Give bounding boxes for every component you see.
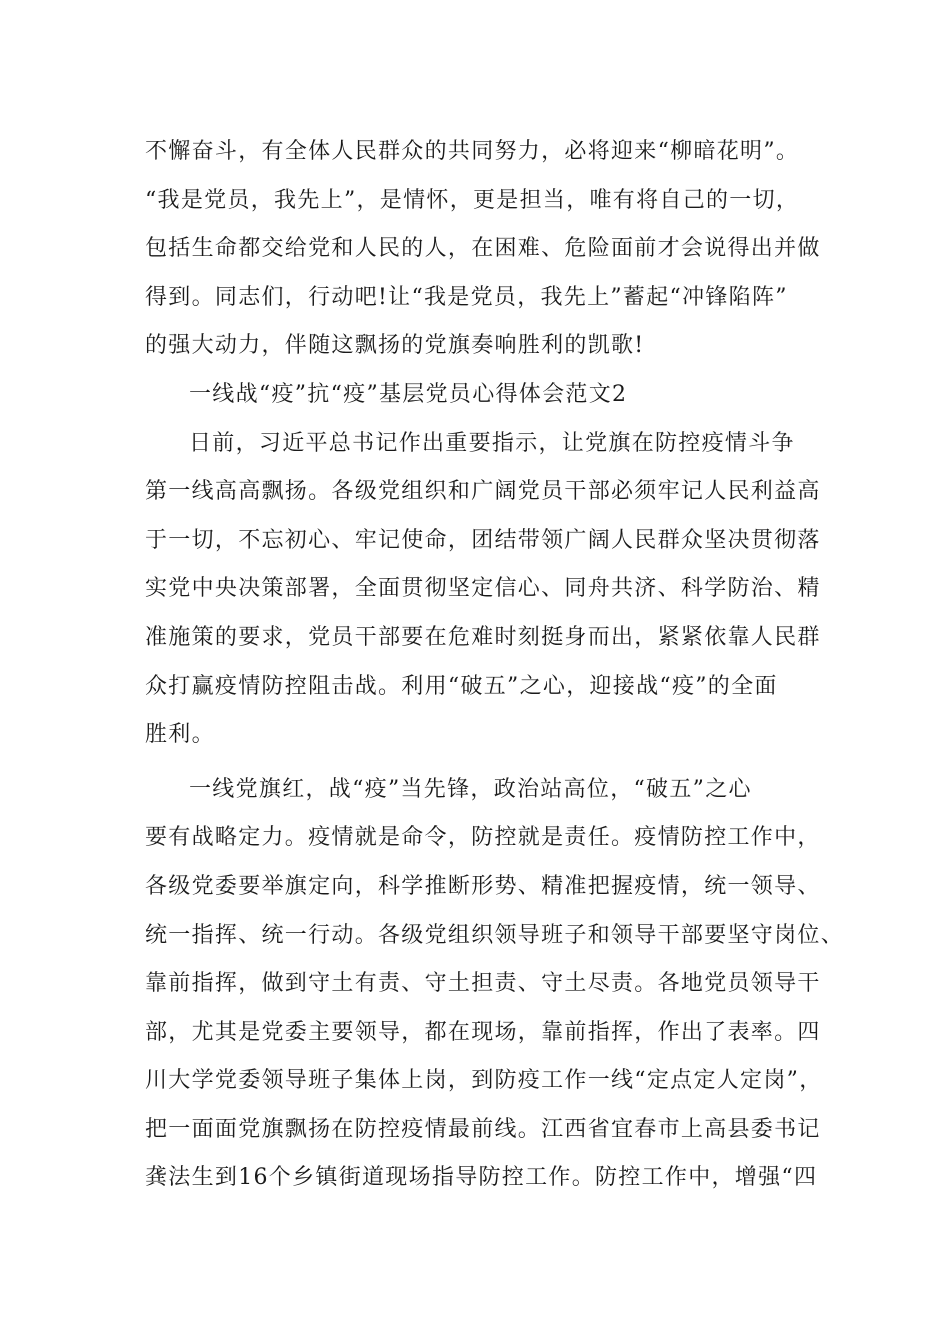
text-line: 部，尤其是党委主要领导，都在现场，靠前指挥，作出了表率。四 — [145, 1019, 821, 1045]
paragraph-start: 日前，习近平总书记作出重要指示，让党旗在防控疫情斗争 — [189, 430, 795, 456]
text-line: 于一切，不忘初心、牢记使命，团结带领广阔人民群众坚决贯彻落 — [145, 527, 821, 553]
text-line: 各级党委要举旗定向，科学推断形势、精准把握疫情，统一领导、 — [145, 873, 821, 899]
section-heading: 一线战“疫”抗“疫”基层党员心得体会范文2 — [189, 381, 628, 407]
text-line: 统一指挥、统一行动。各级党组织领导班子和领导干部要坚守岗位、 — [145, 922, 845, 948]
text-line: 不懈奋斗，有全体人民群众的共同努力，必将迎来“柳暗花明”。 — [145, 139, 800, 164]
text-line: 第一线高高飘扬。各级党组织和广阔党员干部必须牢记人民利益高 — [145, 479, 821, 505]
paragraph-start: 一线党旗红，战“疫”当先锋，政治站高位，“破五”之心 — [189, 776, 752, 802]
text-line: 包括生命都交给党和人民的人，在困难、危险面前才会说得出并做 — [145, 236, 821, 262]
text-line: 川大学党委领导班子集体上岗，到防疫工作一线“定点定人定岗”， — [145, 1068, 823, 1094]
text-line: 要有战略定力。疫情就是命令，防控就是责任。疫情防控工作中， — [145, 825, 821, 851]
text-line: 准施策的要求，党员干部要在危难时刻挺身而出，紧紧依靠人民群 — [145, 624, 821, 650]
text-line: 把一面面党旗飘扬在防控疫情最前线。江西省宜春市上高县委书记 — [145, 1116, 821, 1142]
text-line: 得到。同志们，行动吧!让“我是党员，我先上”蓄起“冲锋陷阵” — [145, 284, 788, 310]
text-line: 龚法生到16个乡镇街道现场指导防控工作。防控工作中，增强“四 — [145, 1165, 818, 1191]
text-line: 众打赢疫情防控阻击战。利用“破五”之心，迎接战“疫”的全面 — [145, 673, 778, 699]
text-line: “我是党员，我先上”，是情怀，更是担当，唯有将自己的一切， — [145, 187, 800, 213]
text-line: 胜利。 — [145, 722, 215, 748]
text-line: 靠前指挥，做到守土有责、守土担责、守土尽责。各地党员领导干 — [145, 971, 821, 997]
text-line: 实党中央决策部署，全面贯彻坚定信心、同舟共济、科学防治、精 — [145, 576, 821, 602]
document-body — [145, 128, 845, 1203]
text-line: 的强大动力，伴随这飘扬的党旗奏响胜利的凯歌! — [145, 333, 645, 359]
